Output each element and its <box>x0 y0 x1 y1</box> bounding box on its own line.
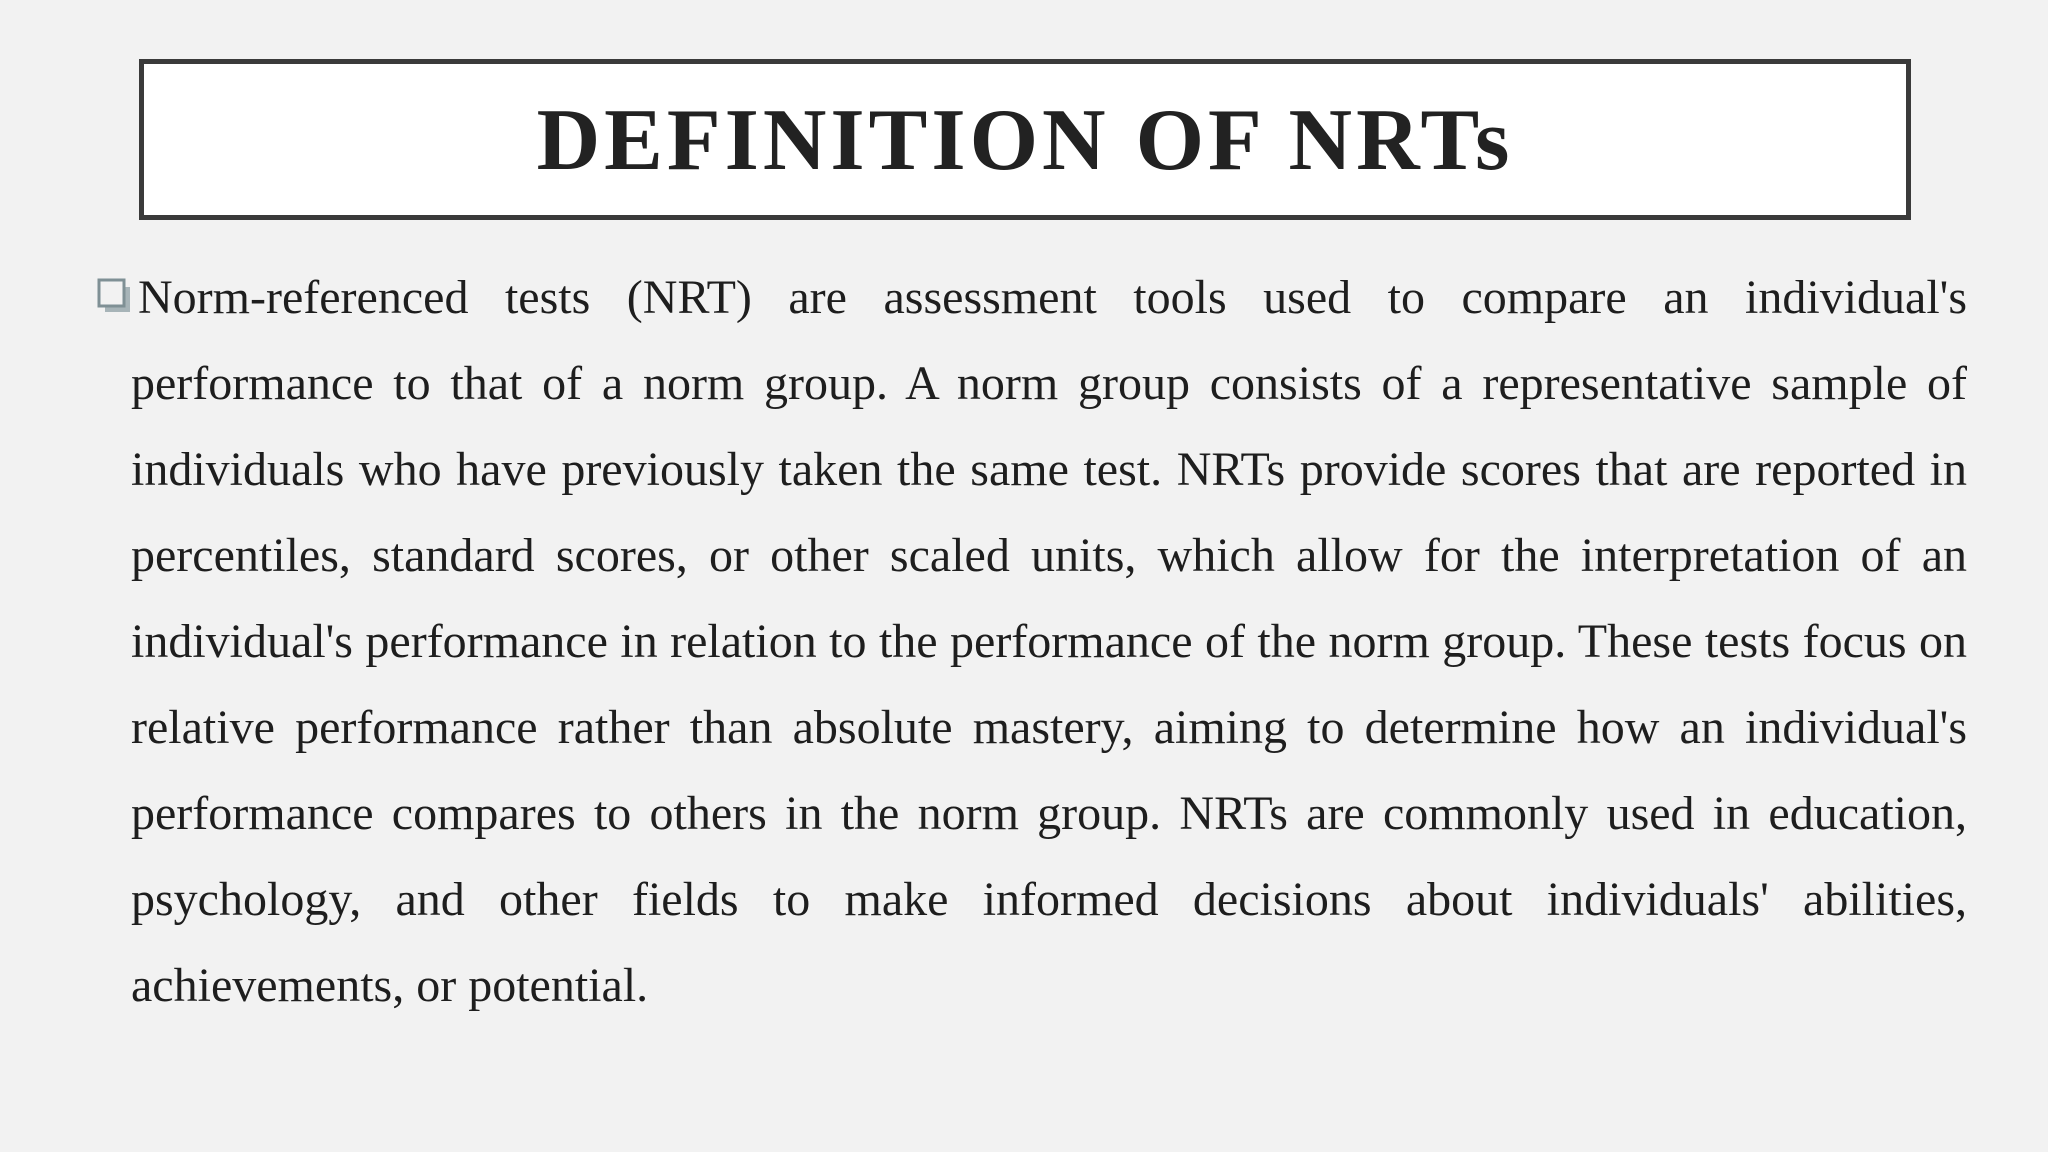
hollow-square-bullet-icon <box>96 277 134 317</box>
slide-title: DEFINITION OF NRTs <box>536 91 1514 189</box>
definition-paragraph: Norm-referenced tests (NRT) are assessment tools used to compare an individual's performance to that of a norm group. A norm group consists of a representative sample of individuals who have previously taken the same test. NRTs provide scores that are reported in percentiles, standard scores, or other scaled units, which allow for the interpretation of an individual's performance in relation to the performance of the norm group. These tests focus on relative performance rather than absolute mastery, aiming to determine how an individual's performance compares to others in the norm group. NRTs are commonly used in education, psychology, and other fields to make informed decisions about individuals' abilities, achievements, or potential. <box>131 271 1967 1012</box>
title-box <box>139 59 1911 220</box>
